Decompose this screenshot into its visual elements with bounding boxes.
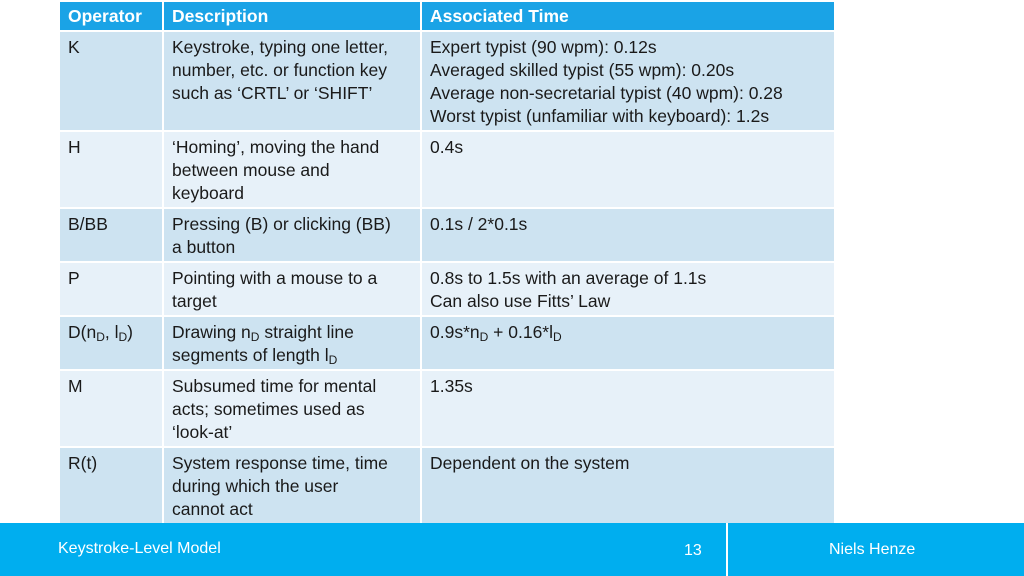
- operator-prefix: D(n: [68, 322, 97, 342]
- description-cell: [163, 316, 421, 370]
- time-line: Can also use Fitts’ Law: [430, 291, 611, 311]
- time-line: 1.35s: [430, 376, 473, 396]
- time-cell: [421, 370, 835, 447]
- operator-cell: [59, 316, 163, 370]
- description-text: straight line: [259, 322, 354, 342]
- klm-operator-table: [58, 0, 836, 525]
- description-line: during which the user: [172, 476, 339, 496]
- operator-cell: B/BB: [59, 208, 163, 262]
- time-cell: [421, 262, 835, 316]
- footer-title: Keystroke-Level Model: [58, 540, 221, 557]
- time-line: Dependent on the system: [430, 453, 630, 473]
- operator-subscript: D: [96, 330, 105, 344]
- time-cell: [421, 131, 835, 208]
- description-subscript: D: [250, 330, 260, 344]
- time-line: [430, 321, 826, 344]
- table-row-b-bb: [59, 208, 835, 262]
- time-subscript: D: [479, 330, 489, 344]
- table-row-k: [59, 31, 835, 131]
- time-cell: [421, 208, 835, 262]
- description-line: such as ‘CRTL’ or ‘SHIFT’: [172, 83, 373, 103]
- time-cell: [421, 316, 835, 370]
- time-line: 0.1s / 2*0.1s: [430, 214, 528, 234]
- footer-author: Niels Henze: [829, 541, 916, 558]
- description-line: number, etc. or function key: [172, 60, 387, 80]
- operator-cell: P: [59, 262, 163, 316]
- description-line: Pressing (B) or clicking (BB): [172, 214, 391, 234]
- time-line: Worst typist (unfamiliar with keyboard): 1.2s: [430, 106, 770, 126]
- header-description: Description: [163, 1, 421, 31]
- footer-bar: [0, 523, 1024, 576]
- time-cell: [421, 447, 835, 524]
- time-line: Expert typist (90 wpm): 0.12s: [430, 37, 657, 57]
- time-subscript: D: [553, 330, 562, 344]
- operator-suffix: ): [127, 322, 133, 342]
- description-cell: [163, 262, 421, 316]
- description-line: Keystroke, typing one letter,: [172, 37, 388, 57]
- table-header-row: [59, 1, 835, 31]
- table-row-d: [59, 316, 835, 370]
- description-text: segments of length l: [172, 345, 329, 365]
- description-cell: [163, 208, 421, 262]
- description-cell: [163, 447, 421, 524]
- time-text: 0.9s*n: [430, 322, 480, 342]
- header-operator: Operator: [59, 1, 163, 31]
- description-line: ‘look-at’: [172, 422, 233, 442]
- time-line: Average non-secretarial typist (40 wpm): 0.28: [430, 83, 783, 103]
- operator-cell: K: [59, 31, 163, 131]
- description-line: a button: [172, 237, 236, 257]
- operator-mid: , l: [104, 322, 119, 342]
- description-line: acts; sometimes used as: [172, 399, 365, 419]
- operator-cell: R(t): [59, 447, 163, 524]
- description-line: System response time, time: [172, 453, 388, 473]
- operator-cell: M: [59, 370, 163, 447]
- time-cell: [421, 31, 835, 131]
- time-text: + 0.16*l: [488, 322, 553, 342]
- description-line: Subsumed time for mental: [172, 376, 377, 396]
- time-line: Averaged skilled typist (55 wpm): 0.20s: [430, 60, 735, 80]
- description-subscript: D: [328, 353, 338, 367]
- description-cell: [163, 131, 421, 208]
- time-line: 0.8s to 1.5s with an average of 1.1s: [430, 268, 707, 288]
- description-line: Pointing with a mouse to a: [172, 268, 378, 288]
- description-line: target: [172, 291, 217, 311]
- description-line: between mouse and: [172, 160, 330, 180]
- table-row-h: [59, 131, 835, 208]
- footer-divider: [726, 523, 728, 576]
- operator-subscript: D: [118, 330, 128, 344]
- operator-cell: H: [59, 131, 163, 208]
- table-row-r: [59, 447, 835, 524]
- description-cell: [163, 31, 421, 131]
- description-line: ‘Homing’, moving the hand: [172, 137, 380, 157]
- table-row-p: [59, 262, 835, 316]
- description-text: Drawing n: [172, 322, 251, 342]
- table-row-m: [59, 370, 835, 447]
- header-associated-time: Associated Time: [421, 1, 835, 31]
- description-cell: [163, 370, 421, 447]
- page-number: 13: [684, 542, 702, 559]
- time-line: 0.4s: [430, 137, 464, 157]
- description-line: cannot act: [172, 499, 253, 519]
- description-line: [172, 344, 412, 367]
- description-line: keyboard: [172, 183, 244, 203]
- description-line: [172, 321, 412, 344]
